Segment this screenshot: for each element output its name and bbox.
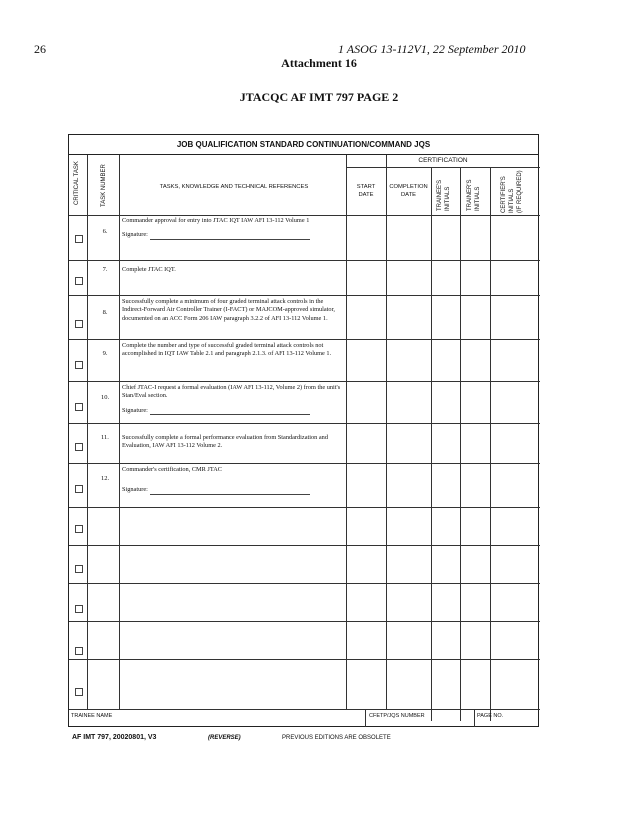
attachment-heading: Attachment 16 bbox=[281, 56, 357, 70]
critical-task-header: CRITICAL TASK bbox=[74, 161, 80, 205]
page-no-label: PAGE NO. bbox=[477, 713, 504, 719]
document-reference: 1 ASOG 13-112V1, 22 September 2010 bbox=[338, 42, 526, 56]
signature-line[interactable] bbox=[150, 233, 310, 240]
certification-label: CERTIFICATION bbox=[418, 157, 468, 164]
critical-task-checkbox[interactable] bbox=[75, 320, 83, 328]
signature-line[interactable] bbox=[150, 408, 310, 415]
col-divider bbox=[386, 155, 387, 709]
row-divider bbox=[69, 339, 540, 340]
col-divider bbox=[431, 167, 432, 721]
row-divider bbox=[69, 583, 540, 584]
cert-divider bbox=[346, 167, 540, 168]
trainee-initials-header: TRAINEE'S bbox=[437, 179, 443, 211]
signature-line[interactable] bbox=[150, 488, 310, 495]
critical-task-checkbox[interactable] bbox=[75, 443, 83, 451]
jqs-form bbox=[68, 134, 539, 727]
previous-editions-note: PREVIOUS EDITIONS ARE OBSOLETE bbox=[282, 735, 391, 741]
row-divider bbox=[69, 463, 540, 464]
row-divider bbox=[69, 659, 540, 660]
task-number: 12. bbox=[100, 475, 110, 482]
tasks-header: TASKS, KNOWLEDGE AND TECHNICAL REFERENCES bbox=[159, 184, 309, 190]
critical-task-checkbox[interactable] bbox=[75, 235, 83, 243]
col-divider bbox=[460, 167, 461, 721]
task-number: 8. bbox=[102, 309, 108, 316]
row-divider bbox=[69, 295, 540, 296]
reverse-label: (REVERSE) bbox=[208, 735, 241, 741]
certifier-initials-header-2: INITIALS bbox=[509, 188, 515, 213]
row-divider bbox=[69, 709, 540, 710]
completion-date-header: COMPLETION DATE bbox=[389, 184, 428, 198]
task-text: Successfully complete a minimum of four graded terminal attack controls in the Indirect-Forward Air Controller Trainer (I-FACT) or MAJCOM-approved simulator, documented on an ACC Form 206 IAW paragraph 3.2.2 of AFI 13-112 Volume 1. bbox=[122, 298, 335, 322]
task-text: Commander's certification, CMR JTAC Signature: bbox=[122, 466, 344, 495]
task-text: Complete JTAC IQT. bbox=[122, 266, 176, 273]
certifier-initials-header-3: (IF REQUIRED) bbox=[517, 170, 523, 213]
task-number: 9. bbox=[102, 350, 108, 357]
task-number: 10. bbox=[100, 394, 110, 401]
row-divider bbox=[69, 260, 540, 261]
critical-task-checkbox[interactable] bbox=[75, 688, 83, 696]
row-divider bbox=[69, 423, 540, 424]
critical-task-checkbox[interactable] bbox=[75, 485, 83, 493]
page-number: 26 bbox=[34, 42, 46, 56]
critical-task-checkbox[interactable] bbox=[75, 525, 83, 533]
trainee-name-label: TRAINEE NAME bbox=[71, 713, 113, 719]
trainer-initials-header: TRAINER'S bbox=[467, 179, 473, 211]
task-text: Chief JTAC-I request a formal evaluation (IAW AFI 13-112, Volume 2) from the unit's Stan/Eval section. Signature: bbox=[122, 384, 341, 414]
row-divider bbox=[69, 621, 540, 622]
form-title: JOB QUALIFICATION STANDARD CONTINUATION/COMMAND JQS bbox=[69, 135, 538, 155]
critical-task-checkbox[interactable] bbox=[75, 403, 83, 411]
row-divider bbox=[69, 507, 540, 508]
task-number: 11. bbox=[101, 434, 109, 441]
col-divider bbox=[119, 155, 120, 709]
col-divider bbox=[87, 155, 88, 709]
task-number-header: TASK NUMBER bbox=[101, 164, 107, 207]
task-number: 7. bbox=[102, 266, 108, 273]
start-date-header: START DATE bbox=[356, 184, 376, 198]
cfetp-number-label: CFETP/JQS NUMBER bbox=[369, 713, 425, 719]
certifier-initials-header: CERTIFIER'S bbox=[501, 176, 507, 213]
col-divider bbox=[346, 155, 347, 709]
trainer-initials-header-2: INITIALS bbox=[475, 186, 481, 211]
critical-task-checkbox[interactable] bbox=[75, 565, 83, 573]
task-text: Complete the number and type of successful graded terminal attack controls not accomplished in IQT IAW Table 2.1 and paragraph 2.1.3. of AFI 13-112 Volume 1. bbox=[122, 342, 332, 358]
footer-divider bbox=[474, 709, 475, 727]
form-page-title: JTACQC AF IMT 797 PAGE 2 bbox=[239, 90, 399, 104]
footer-divider bbox=[365, 709, 366, 727]
row-divider bbox=[69, 215, 540, 216]
trainee-initials-header-2: INITIALS bbox=[445, 186, 451, 211]
col-divider bbox=[490, 167, 491, 721]
critical-task-checkbox[interactable] bbox=[75, 605, 83, 613]
task-number: 6. bbox=[102, 228, 108, 235]
row-divider bbox=[69, 381, 540, 382]
critical-task-checkbox[interactable] bbox=[75, 647, 83, 655]
critical-task-checkbox[interactable] bbox=[75, 277, 83, 285]
row-divider bbox=[69, 545, 540, 546]
task-text: Successfully complete a formal performance evaluation from Standardization and Evaluation, IAW AFI 13-112 Volume 2. bbox=[122, 434, 328, 450]
critical-task-checkbox[interactable] bbox=[75, 361, 83, 369]
form-identifier: AF IMT 797, 20020801, V3 bbox=[72, 734, 157, 741]
task-text: Commander approval for entry into JTAC IQT IAW AFI 13-112 Volume 1 Signature: bbox=[122, 217, 310, 239]
